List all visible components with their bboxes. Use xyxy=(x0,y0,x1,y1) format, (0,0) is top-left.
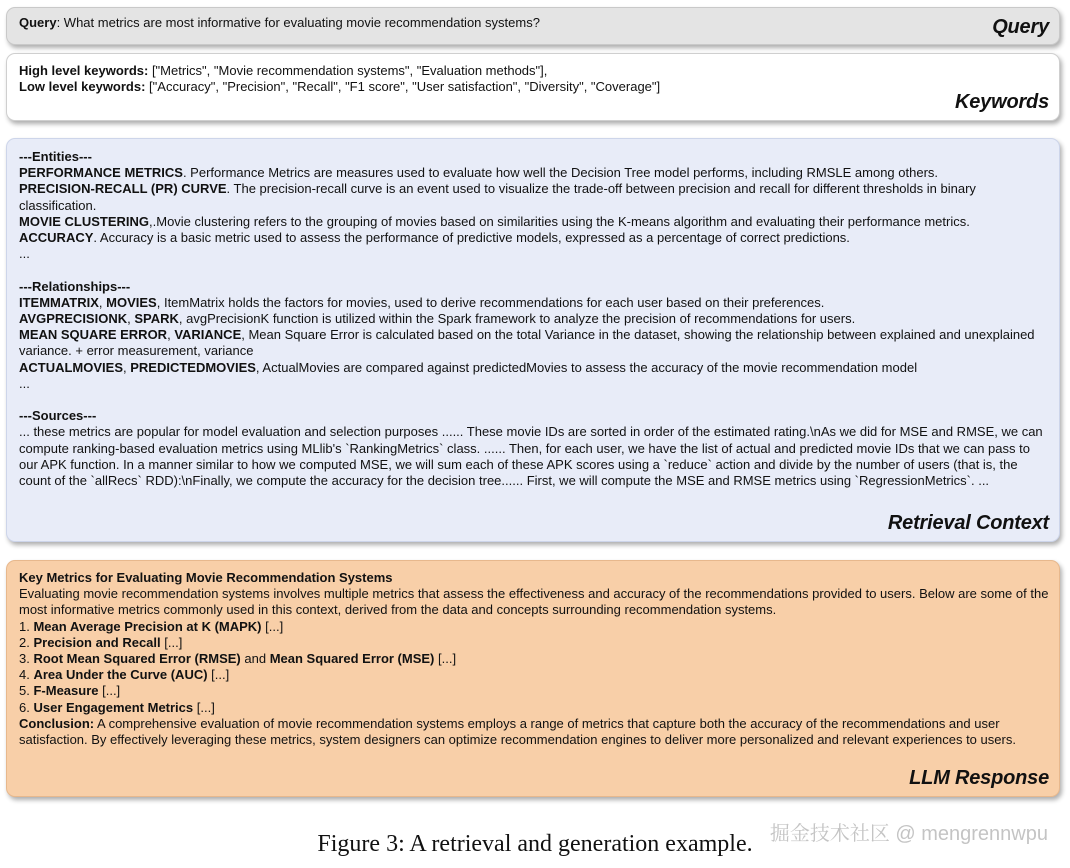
metric-ellipsis: [...] xyxy=(193,699,215,715)
relationship-separator: , xyxy=(123,359,131,375)
relationship-source: ITEMMATRIX xyxy=(19,294,99,310)
high-keywords-value: ["Metrics", "Movie recommendation systems", "Evaluation methods"], xyxy=(148,63,548,78)
keywords-tag: Keywords xyxy=(955,91,1049,113)
metric-number: 6. xyxy=(19,699,34,715)
relationship-target: SPARK xyxy=(134,311,179,327)
sources-header: ---Sources--- xyxy=(19,408,97,424)
entity-item xyxy=(19,165,1049,181)
keywords-content xyxy=(19,63,1049,95)
relationship-target: PREDICTEDMOVIES xyxy=(130,359,256,375)
relationship-text: , ItemMatrix holds the factors for movies, used to derive recommendations for each user based on their preferences. xyxy=(156,294,825,310)
entity-text: . Performance Metrics are measures used to evaluate how well the Decision Tree model performs, including RMSLE among others. xyxy=(182,165,939,181)
relationship-item xyxy=(19,311,1049,327)
metric-item xyxy=(19,683,1049,699)
metric-name-secondary: Mean Squared Error (MSE) xyxy=(269,651,435,667)
metric-name: User Engagement Metrics xyxy=(33,699,194,715)
conclusion-label: Conclusion: xyxy=(19,715,95,731)
relationship-text: , avgPrecisionK function is utilized within the Spark framework to analyze the precision of recommendations for users. xyxy=(178,311,856,327)
entity-text: ,.Movie clustering refers to the grouping of movies based on similarities using the K-means algorithm and evaluating their performance metrics. xyxy=(149,213,970,229)
conclusion xyxy=(19,716,1049,748)
relationship-target: MOVIES xyxy=(106,294,157,310)
metric-item xyxy=(19,667,1049,683)
metric-number: 2. xyxy=(19,634,34,650)
relationships-header: ---Relationships--- xyxy=(19,278,131,294)
metric-name: Root Mean Squared Error (RMSE) xyxy=(33,651,241,667)
relationship-item xyxy=(19,360,1049,376)
metric-number: 3. xyxy=(19,651,34,667)
query-text: : What metrics are most informative for evaluating movie recommendation systems? xyxy=(56,15,540,30)
metric-item xyxy=(19,651,1049,667)
entities-ellipsis: ... xyxy=(19,246,30,262)
high-keywords-label: High level keywords: xyxy=(19,63,149,78)
metric-item xyxy=(19,700,1049,716)
relationship-item xyxy=(19,295,1049,311)
query-tag: Query xyxy=(992,16,1049,38)
metric-number: 5. xyxy=(19,683,34,699)
llm-response-tag: LLM Response xyxy=(909,767,1049,789)
relationship-item xyxy=(19,327,1049,359)
metric-item xyxy=(19,619,1049,635)
entity-name: PERFORMANCE METRICS xyxy=(19,165,183,181)
relationship-source: AVGPRECISIONK xyxy=(19,311,128,327)
response-intro: Evaluating movie recommendation systems involves multiple metrics that assess the effectiveness and accuracy of the recommendations provided to users. Below are some of the most informative metrics commonly used in this context, derived from the data and concepts surrounding recommendation systems. xyxy=(19,586,1049,618)
entity-name: ACCURACY xyxy=(19,230,94,246)
sources-text: ... these metrics are popular for model evaluation and selection purposes ...... These movie IDs are sorted in order of the estimated rating.\nAs we did for MSE and RMSE, we can compute ranking-based evaluation metrics using MLlib's `RankingMetrics` class. ...... Then, for each user, we have the list of actual and predicted movie IDs that we can pass to our APK function. In a manner similar to how we computed MSE, we will sum each of these APK scores using a `reduce` action and divide by the number of users (that is, the count of the `allRecs` RDD):\nFinally, we compute the accuracy for the decision tree...... First, we will compute the MSE and RMSE metrics using `RegressionMetrics`. ... xyxy=(19,424,1043,489)
metric-number: 4. xyxy=(19,667,34,683)
retrieval-content xyxy=(19,149,1049,489)
relationship-separator: , xyxy=(167,327,175,343)
entity-item xyxy=(19,214,1049,230)
low-keywords-label: Low level keywords: xyxy=(19,79,146,95)
metric-name: Mean Average Precision at K (MAPK) xyxy=(33,618,262,634)
watermark: 掘金技术社区 @ mengrennwpu xyxy=(769,823,1048,845)
metric-name: Area Under the Curve (AUC) xyxy=(33,667,208,683)
entity-text: . The precision-recall curve is an event used to visualize the trade-off between precision and recall for different thresholds in binary classification. xyxy=(19,181,976,213)
llm-content xyxy=(19,570,1049,748)
metric-ellipsis: [...] xyxy=(98,683,121,699)
query-box xyxy=(6,7,1060,45)
metric-ellipsis: [...] xyxy=(160,634,183,650)
response-title: Key Metrics for Evaluating Movie Recommendation Systems xyxy=(19,570,393,585)
metric-name: Precision and Recall xyxy=(33,634,161,650)
query-label: Query xyxy=(19,15,57,30)
entity-text: . Accuracy is a basic metric used to assess the performance of predictive models, expressed as a percentage of correct predictions. xyxy=(93,230,850,246)
low-keywords-value: ["Accuracy", "Precision", "Recall", "F1 score", "User satisfaction", "Diversity", "Coverage"] xyxy=(145,79,661,95)
entity-name: MOVIE CLUSTERING xyxy=(19,213,150,229)
metric-ellipsis: [...] xyxy=(261,618,284,634)
entities-header: ---Entities--- xyxy=(19,149,92,164)
entity-item xyxy=(19,181,1049,213)
relationship-source: ACTUALMOVIES xyxy=(19,359,123,375)
metric-ellipsis: [...] xyxy=(207,667,230,683)
relationship-separator: , xyxy=(127,311,135,327)
relationship-text: , ActualMovies are compared against predictedMovies to assess the accuracy of the movie recommendation model xyxy=(255,359,918,375)
retrieval-context-box xyxy=(6,138,1060,542)
figure-caption: Figure 3: A retrieval and generation example. xyxy=(317,831,753,857)
relationship-separator: , xyxy=(98,294,107,310)
metric-connector: and xyxy=(240,651,270,667)
keywords-box xyxy=(6,53,1060,121)
metric-name: F-Measure xyxy=(33,683,99,699)
metric-ellipsis: [...] xyxy=(434,651,457,667)
relationship-source: MEAN SQUARE ERROR xyxy=(19,327,168,343)
metric-item xyxy=(19,635,1049,651)
relationship-text: , Mean Square Error is calculated based on the total Variance in the dataset, showing the relationship between explained and unexplained variance. + error measurement, variance xyxy=(19,327,1035,359)
llm-response-box xyxy=(6,560,1060,797)
entity-item xyxy=(19,230,1049,246)
entity-name: PRECISION-RECALL (PR) CURVE xyxy=(19,181,227,197)
relationship-target: VARIANCE xyxy=(174,327,242,343)
metric-number: 1. xyxy=(19,618,34,634)
relationships-ellipsis: ... xyxy=(19,375,30,391)
conclusion-text: A comprehensive evaluation of movie recommendation systems employs a range of metrics that capture both the accuracy of the recommendations and user satisfaction. By effectively leveraging these metrics, system designers can optimize recommendation engines to deliver more personalized and relevant experiences to users. xyxy=(19,715,1016,748)
query-content xyxy=(19,15,1049,31)
retrieval-context-tag: Retrieval Context xyxy=(887,512,1049,534)
